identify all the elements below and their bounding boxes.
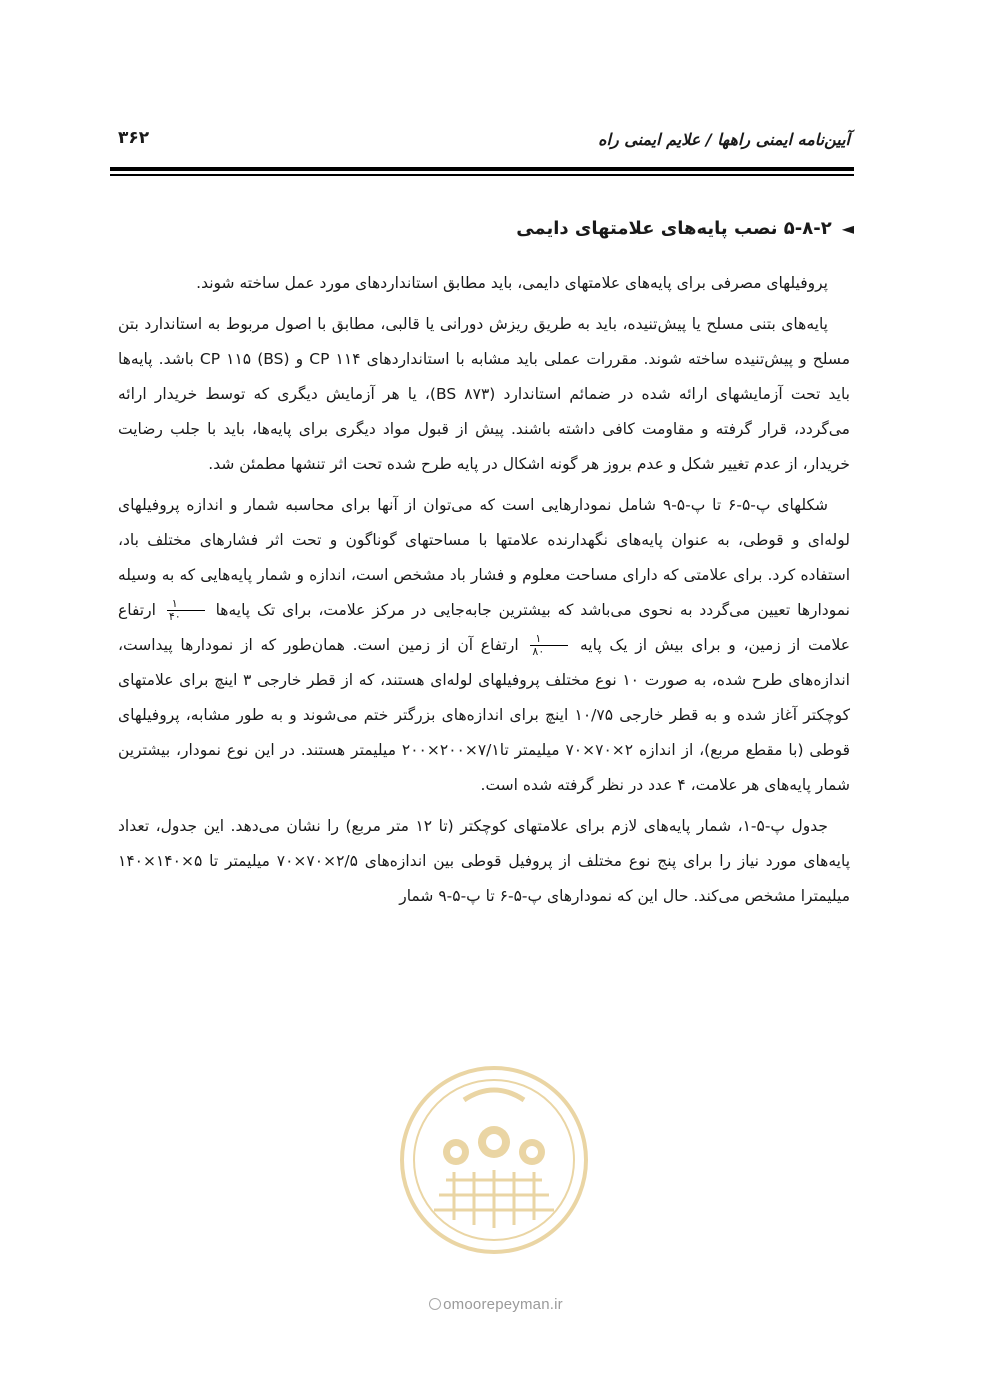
header-rule-thick bbox=[110, 167, 854, 171]
paragraph-3 bbox=[118, 488, 850, 803]
paragraph-4: جدول پ-۵-۱، شمار پایه‌های لازم برای علامتهای کوچکتر (تا ۱۲ متر مربع) را نشان می‌دهد. این جدول، تعداد پایه‌های مورد نیاز را برای پنج نوع مختلف از پروفیل قوطی بین اندازه‌های ۲/۵×۷۰×۷۰ میلیمتر تا ۵×۱۴۰×۱۴۰ میلیمترا مشخص می‌کند. حال این که نمودارهای پ-۵-۶ تا پ-۵-۹ شمار bbox=[118, 817, 851, 905]
page-number: ۳۶۲ bbox=[118, 128, 150, 148]
section-heading bbox=[516, 218, 854, 239]
header-rule-thin bbox=[110, 174, 854, 176]
body-text bbox=[118, 266, 850, 920]
at-sign-icon bbox=[429, 1298, 441, 1310]
fraction-numerator: ۱ bbox=[167, 598, 205, 611]
paragraph-3-part-3: ارتفاع آن از زمین است. همان‌طور که از نمودارها پیداست، اندازه‌های طرح شده، به صورت ۱۰ نوع مختلف پروفیلهای لوله‌ای هستند، که از قطر خارجی ۳ اینچ برای علامتهای کوچکتر آغاز شده و به قطر خارجی ۱۰/۷۵ اینچ برای اندازه‌های بزرگتر ختم می‌شوند و به طور مشابه، پروفیلهای قوطی (با مقطع مربع)، از اندازه ۲×۷۰×۷۰ میلیمتر تا۷/۱×۲۰۰×۲۰۰ میلیمتر هستند. در این نوع نمودار، بیشترین شمار پایه‌های هر علامت، ۴ عدد در نظر گرفته شده است. bbox=[118, 636, 851, 794]
fraction-numerator: ۱ bbox=[530, 633, 568, 646]
site-credit-text: omoorepeyman.ir bbox=[443, 1296, 563, 1313]
site-credit bbox=[396, 1296, 596, 1313]
fraction-denominator: ۸۰ bbox=[532, 645, 545, 658]
paragraph-2: پایه‌های بتنی مسلح یا پیش‌تنیده، باید به طریق ریزش دورانی یا قالبی، مطابق با اصول مربوط به استاندارد بتن مسلح و پیش‌تنیده ساخته شوند. مقررات عملی باید مشابه با استانداردهای CP ۱۱۴ و CP ۱۱۵ (BS) باشد. پایه‌ها باید تحت آزمایشهای ارائه شده در ضمائم استاندارد (BS ۸۷۳)، یا هر آزمایش دیگری که توسط خریدار ارائه می‌گردد، قرار گرفته و مقاومت کافی داشته باشند. پیش از قبول مواد دیگری برای پایه‌ها، باید با جلب رضایت خریدار، از عدم تغییر شکل و عدم بروز هر گونه اشکال در پایه طرح شده تحت اثر تنشها مطمئن شد. bbox=[118, 315, 851, 473]
paragraph-3-part-1: شکلهای پ-۵-۶ تا پ-۵-۹ شامل نمودارهایی است که می‌توان از آنها برای محاسبه شمار و اندازه پروفیلهای لوله‌ای و قوطی، به عنوان پایه‌های نگهدارنده علامتها با مساحتهای گوناگون و تحت اثر فشارهای مختلف باد، استفاده کرد. برای علامتی که دارای مساحت معلوم و فشار باد مشخص است، اندازه و شمار پایه‌هایی که به وسیله نمودارها تعیین می‌گردد به نحوی می‌باشد که بیشترین جابه‌جایی در مرکز علامت، برای تک پایه‌ها bbox=[118, 496, 850, 619]
paragraph-1: پروفیلهای مصرفی برای پایه‌های علامتهای دایمی، باید مطابق استانداردهای مورد عمل ساخته شوند. bbox=[196, 274, 828, 292]
page-header bbox=[118, 126, 850, 166]
omoore-peyman-seal-icon bbox=[394, 1060, 594, 1260]
paragraph-3-part-2: ارتفاع علامت از زمین، و برای بیش از یک پایه bbox=[118, 601, 850, 654]
triangle-bullet-icon: ◄ bbox=[841, 218, 854, 238]
fraction-multi-post bbox=[530, 633, 568, 658]
section-heading-text: ۵-۸-۲ نصب پایه‌های علامتهای دایمی bbox=[516, 218, 832, 239]
running-title: آیین‌نامه ایمنی راهها / علایم ایمنی راه bbox=[598, 130, 850, 149]
fraction-single-post bbox=[167, 598, 205, 623]
fraction-denominator: ۴۰ bbox=[168, 610, 181, 623]
